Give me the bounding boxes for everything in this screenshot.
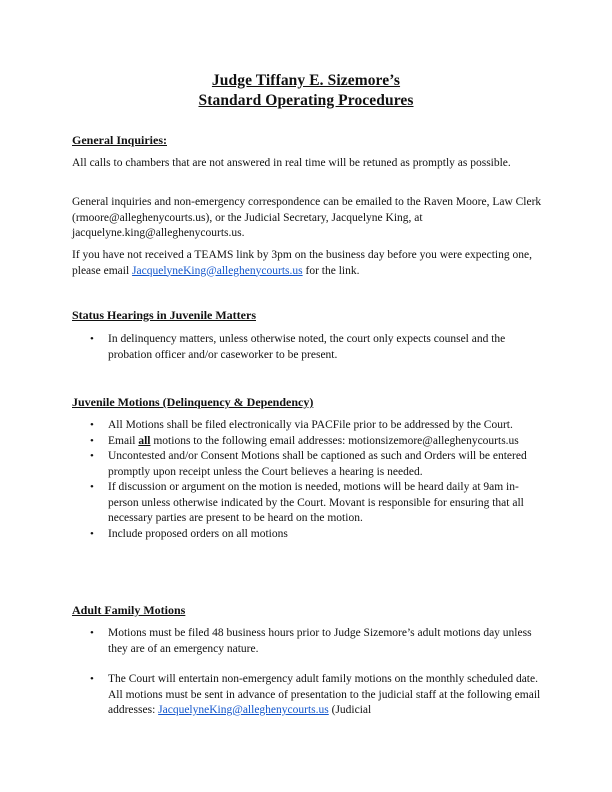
adult-bullet-list-1 xyxy=(72,626,542,657)
list-item: • The Court will entertain non-emergency adult family motions on the monthly scheduled date. All motions must be sent in advance of presentation to the judicial staff at the following email addresses: JacquelyneKing@alleghenycourts.us (Judicial xyxy=(90,673,541,716)
bullet-icon: • xyxy=(90,419,94,431)
bullet-icon: • xyxy=(90,450,94,462)
general-paragraph-1: All calls to chambers that are not answered in real time will be retuned as promptly as possible. xyxy=(72,157,511,169)
heading-general-inquiries: General Inquiries: xyxy=(72,133,167,147)
list-item: • All Motions shall be filed electronically via PACFile prior to be addressed by the Court. xyxy=(72,418,542,434)
bullet-icon: • xyxy=(90,527,94,540)
heading-adult-family-motions: Adult Family Motions xyxy=(72,603,186,617)
list-item: • In delinquency matters, unless otherwise noted, the court only expects counsel and the probation officer and/or caseworker to be present. xyxy=(90,333,506,361)
email-link-jacquelyne[interactable]: JacquelyneKing@alleghenycourts.us xyxy=(132,264,303,277)
status-bullet-list xyxy=(72,332,542,363)
list-item: • Email all motions to the following email addresses: motionsizemore@alleghenycourts.us xyxy=(72,434,542,450)
general-paragraph-2: General inquiries and non-emergency correspondence can be emailed to the Raven Moore, Law Clerk (rmoore@alleghenycourts.us), or the Judicial Secretary, Jacquelyne King, at jacquelyne.king@alleghenycourts.us. xyxy=(72,196,542,239)
heading-juvenile-motions: Juvenile Motions (Delinquency & Dependency) xyxy=(72,395,314,409)
general-paragraph-3: If you have not received a TEAMS link by 3pm on the business day before you were expecting one, please email JacquelyneKing@alleghenycourts.us for the link. xyxy=(72,249,532,277)
bullet-icon: • xyxy=(90,627,94,639)
list-item: • If discussion or argument on the motion is needed, motions will be heard daily at 9am in-person unless otherwise indicated by the Court. Movant is responsible for ensuring that all necessary parties are present to be heard on the motion. xyxy=(90,481,524,524)
bullet-icon: • xyxy=(90,434,94,447)
title-line-1: Judge Tiffany E. Sizemore’s xyxy=(211,72,401,89)
title-line-2: Standard Operating Procedures xyxy=(198,92,414,109)
heading-status-hearings: Status Hearings in Juvenile Matters xyxy=(72,308,256,322)
bullet-icon: • xyxy=(90,333,94,345)
bullet-icon: • xyxy=(90,481,94,493)
email-link-jacquelyne[interactable]: JacquelyneKing@alleghenycourts.us xyxy=(158,704,329,716)
juvenile-bullet-list xyxy=(72,418,542,542)
adult-bullet-list-2 xyxy=(72,672,542,719)
bullet-icon: • xyxy=(90,673,94,685)
list-item: • Motions must be filed 48 business hours prior to Judge Sizemore’s adult motions day unless they are of an emergency nature. xyxy=(90,627,532,655)
list-item: • Uncontested and/or Consent Motions shall be captioned as such and Orders will be entered promptly upon receipt unless the Court believes a hearing is needed. xyxy=(90,450,527,478)
list-item: • Include proposed orders on all motions xyxy=(72,527,542,543)
